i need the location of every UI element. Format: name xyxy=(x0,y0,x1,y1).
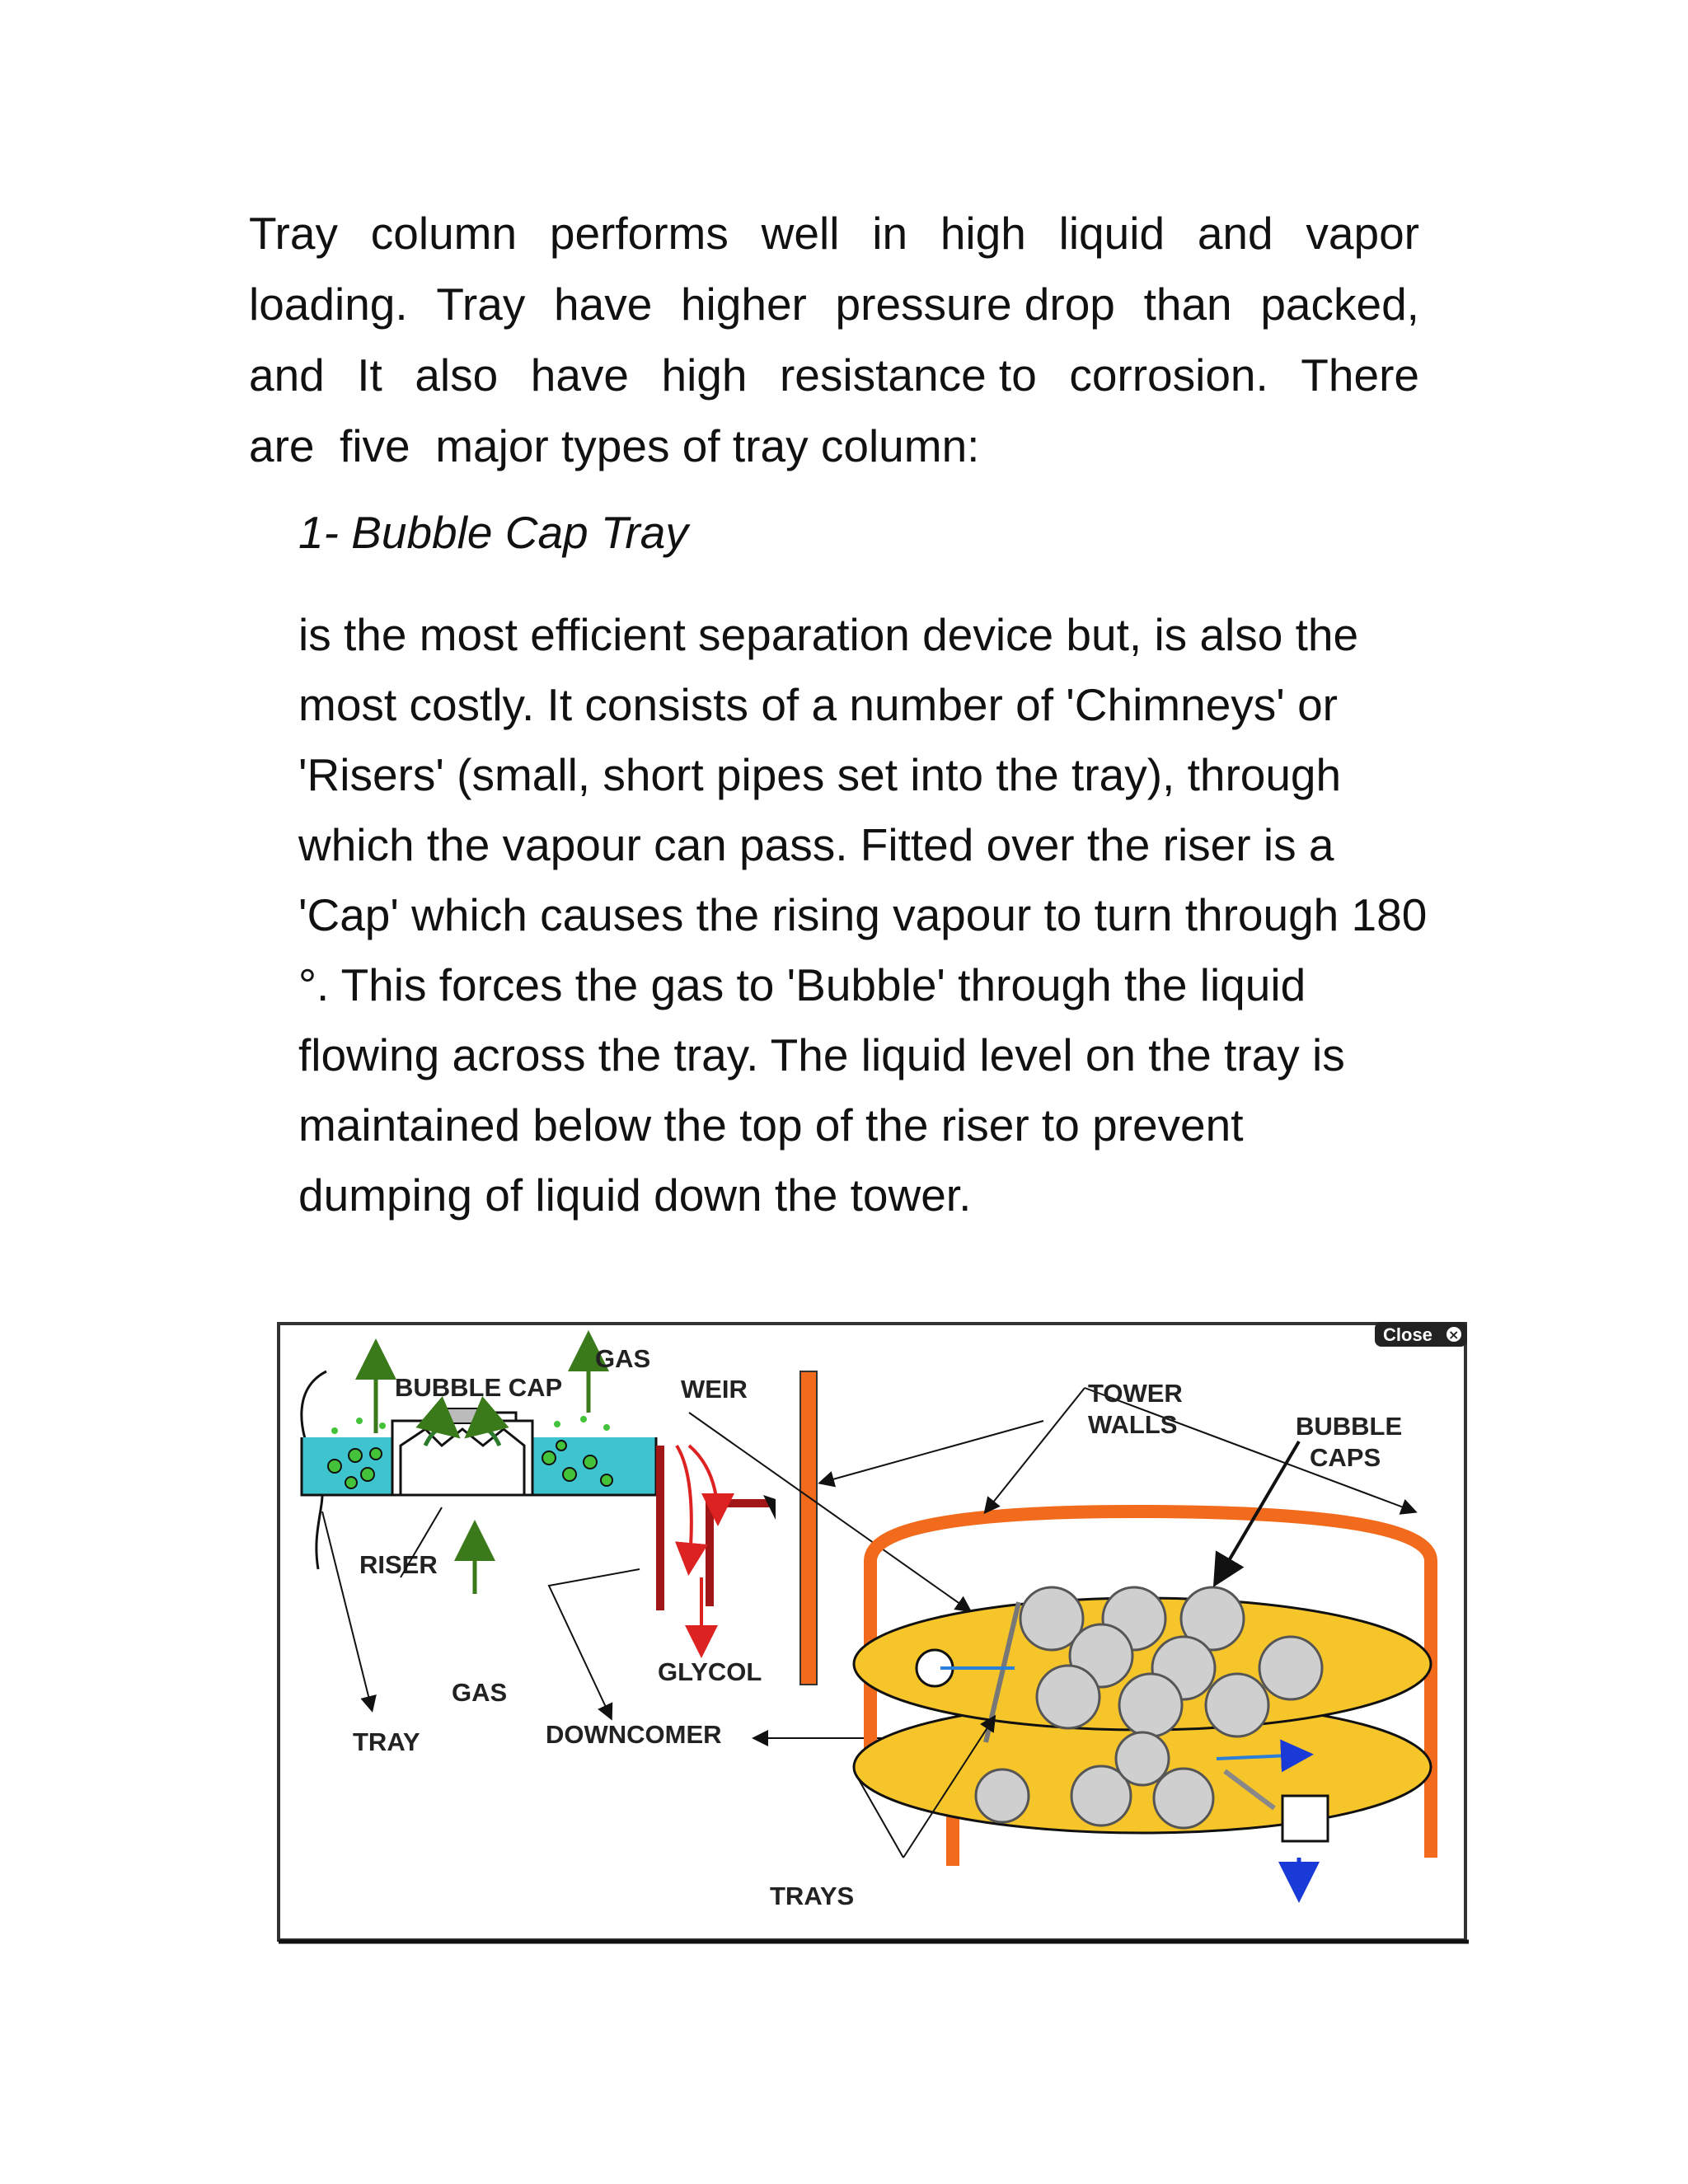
label-gas-bottom: GAS xyxy=(452,1678,508,1707)
label-gas-top: GAS xyxy=(595,1344,651,1373)
word: It xyxy=(357,349,382,401)
label-riser: RISER xyxy=(359,1550,438,1579)
word: performs xyxy=(549,208,729,259)
word: loading. xyxy=(249,279,408,330)
paragraph-line: maintained below the top of the riser to prevent xyxy=(298,1099,1244,1151)
word: liquid xyxy=(1058,208,1165,259)
intro-line xyxy=(249,198,1419,269)
word: high xyxy=(661,349,748,401)
paragraph-line: flowing across the tray. The liquid level on the tray is xyxy=(298,1029,1345,1080)
word: well xyxy=(761,208,840,259)
intro-paragraph xyxy=(249,198,1419,481)
intro-line xyxy=(249,269,1419,340)
paragraph-line: which the vapour can pass. Fitted over the riser is a xyxy=(298,819,1334,870)
word: and xyxy=(249,349,325,401)
word: packed, xyxy=(1260,279,1419,330)
paragraph-line: 'Cap' which causes the rising vapour to turn through 180 xyxy=(298,889,1428,940)
paragraph-line: most costly. It consists of a number of 'Chimneys' or xyxy=(298,679,1338,730)
label-caps: CAPS xyxy=(1310,1443,1381,1472)
word: Tray xyxy=(249,208,338,259)
word: have xyxy=(530,349,629,401)
label-tray: TRAY xyxy=(353,1727,420,1756)
label-tower: TOWER xyxy=(1088,1379,1183,1408)
word: pressure drop xyxy=(835,279,1115,330)
intro-line xyxy=(249,340,1419,410)
word: higher xyxy=(680,279,807,330)
close-button[interactable] xyxy=(1375,1322,1467,1347)
close-label: Close xyxy=(1383,1324,1432,1345)
word: are five major types of tray column: xyxy=(249,420,980,471)
svg-text:×: × xyxy=(1448,1327,1460,1343)
intro-line xyxy=(249,410,1419,481)
word: and xyxy=(1197,208,1273,259)
word: have xyxy=(554,279,653,330)
label-bubble: BUBBLE xyxy=(1296,1412,1403,1441)
word: in xyxy=(872,208,908,259)
word: column xyxy=(370,208,518,259)
word: than xyxy=(1143,279,1232,330)
section-paragraph xyxy=(298,600,1452,1230)
word: corrosion. xyxy=(1069,349,1268,401)
diagram-svg xyxy=(277,1322,1472,1948)
paragraph-line: dumping of liquid down the tower. xyxy=(298,1169,972,1221)
word: Tray xyxy=(436,279,526,330)
word: vapor xyxy=(1306,208,1419,259)
label-downcomer: DOWNCOMER xyxy=(546,1720,722,1749)
word: high xyxy=(940,208,1026,259)
label-weir: WEIR xyxy=(681,1375,748,1404)
paragraph-line: 'Risers' (small, short pipes set into the tray), through xyxy=(298,749,1342,800)
section-heading: 1- Bubble Cap Tray xyxy=(298,507,688,558)
label-trays: TRAYS xyxy=(770,1882,855,1910)
paragraph-line: °. This forces the gas to 'Bubble' through the liquid xyxy=(298,959,1306,1010)
word: resistance to xyxy=(779,349,1037,401)
word: There xyxy=(1301,349,1419,401)
bubble-cap-tray-diagram xyxy=(277,1322,1472,1948)
label-walls: WALLS xyxy=(1088,1410,1178,1439)
label-bubble-cap: BUBBLE CAP xyxy=(395,1373,563,1402)
word: also xyxy=(415,349,499,401)
label-glycol: GLYCOL xyxy=(658,1657,762,1686)
paragraph-line: is the most efficient separation device but, is also the xyxy=(298,609,1359,660)
